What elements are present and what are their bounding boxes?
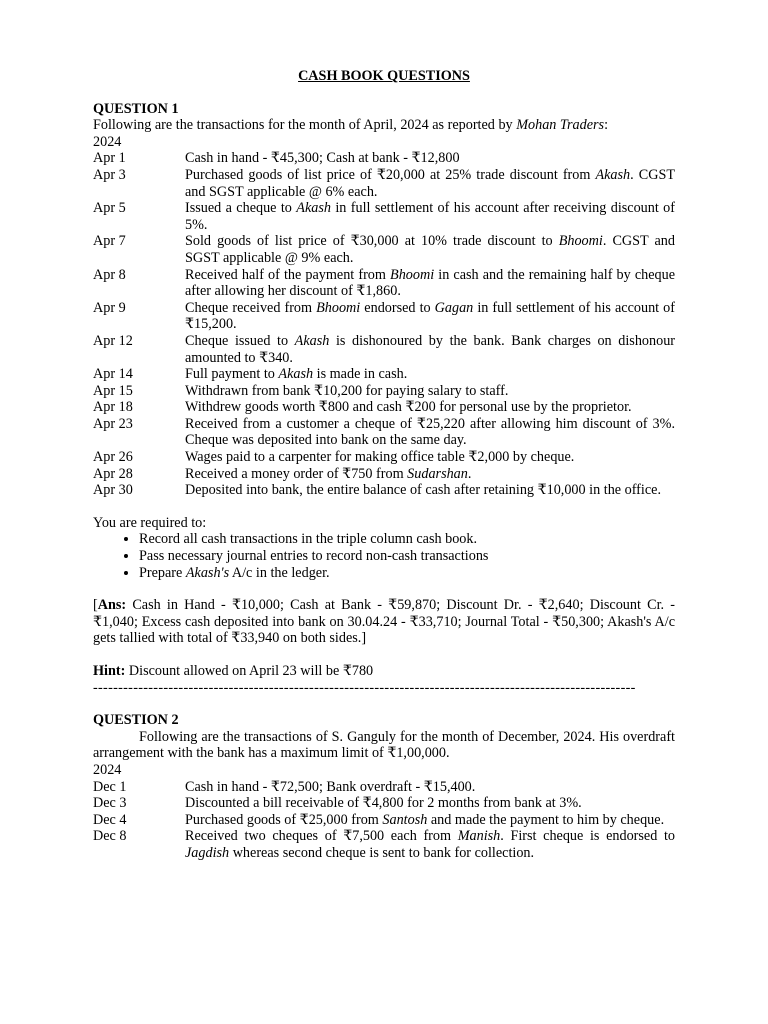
transaction-description: [185, 366, 675, 383]
text-fragment: Purchased goods of list price of ₹20,000 at 25% trade discount from: [185, 166, 596, 183]
transaction-description: [185, 167, 675, 200]
question-1-heading: QUESTION 1: [93, 100, 179, 117]
transaction-row: [93, 150, 675, 167]
hint-block: [93, 663, 675, 680]
transaction-row: [93, 366, 675, 383]
party-name: Gagan: [434, 299, 474, 316]
hint-text: Discount allowed on April 23 will be ₹780: [125, 663, 374, 679]
text-fragment: Discounted a bill receivable of ₹4,800 for 2 months from bank at 3%.: [185, 795, 582, 812]
text-fragment: Sold goods of list price of ₹30,000 at 10% trade discount to: [185, 233, 559, 250]
transaction-row: [93, 449, 675, 466]
transaction-description: [185, 399, 675, 416]
text-fragment: Record all cash transactions in the triple column cash book.: [139, 531, 478, 548]
text-fragment: Withdrew goods worth ₹800 and cash ₹200 for personal use by the proprietor.: [185, 399, 632, 416]
transaction-description: [185, 233, 675, 266]
party-name: Sudarshan: [407, 465, 468, 482]
transaction-date: Apr 28: [93, 465, 133, 482]
transaction-description: [185, 200, 675, 233]
text-fragment: .: [467, 465, 472, 482]
text-fragment: is made in cash.: [313, 366, 408, 383]
transaction-date: Apr 18: [93, 399, 133, 416]
party-name: Bhoomi: [558, 233, 603, 250]
intro-business-name: Mohan Traders: [516, 117, 605, 134]
transaction-date: Dec 8: [93, 828, 127, 845]
text-fragment: Issued a cheque to: [185, 200, 297, 217]
transaction-date: Apr 26: [93, 449, 133, 466]
requirement-item: [139, 548, 675, 565]
party-name: Bhoomi: [390, 266, 435, 283]
text-fragment: Wages paid to a carpenter for making office table ₹2,000 by cheque.: [185, 449, 575, 466]
answer-text: Cash in Hand - ₹10,000; Cash at Bank - ₹59,870; Discount Dr. - ₹2,640; Discount Cr. - ₹1,040; Excess cash deposited into bank on 30.04.24 - ₹33,710; Journal Total - ₹50,300; Akash's A/c gets tallied with total of ₹33,940 on both sides.]: [93, 597, 675, 647]
text-fragment: Cash in hand - ₹45,300; Cash at bank - ₹12,800: [185, 150, 460, 167]
text-fragment: Cheque issued to: [185, 332, 295, 349]
transaction-description: [185, 779, 675, 796]
transaction-date: Apr 23: [93, 415, 133, 432]
transaction-description: [185, 300, 675, 333]
text-fragment: Withdrawn from bank ₹10,200 for paying salary to staff.: [185, 382, 509, 399]
text-fragment: in full settlement of his account after receiving discount of 5%.: [185, 200, 675, 233]
transaction-row: [93, 828, 675, 861]
text-fragment: in full settlement of his account of ₹15,200.: [185, 299, 675, 333]
question-2-transactions: [93, 779, 675, 862]
question-1-intro: [93, 117, 675, 134]
text-fragment: is dishonoured by the bank. Bank charges on dishonour amounted to ₹340.: [185, 332, 676, 366]
text-fragment: whereas second cheque is sent to bank for collection.: [229, 844, 535, 861]
text-fragment: A/c in the ledger.: [229, 564, 330, 581]
party-name: Jagdish: [185, 844, 230, 861]
intro-text-end: :: [604, 117, 609, 134]
transaction-date: Apr 3: [93, 166, 126, 183]
text-fragment: Cash in hand - ₹72,500; Bank overdraft - ₹15,400.: [185, 778, 476, 795]
transaction-date: Apr 14: [93, 366, 133, 383]
transaction-row: [93, 333, 675, 366]
answer-bracket: [: [93, 597, 98, 614]
party-name: Akash: [278, 366, 314, 383]
transaction-row: [93, 482, 675, 499]
requirement-item: [139, 565, 675, 582]
transaction-date: Apr 9: [93, 299, 126, 316]
requirement-item: [139, 531, 675, 548]
text-fragment: Received two cheques of ₹7,500 each from: [185, 828, 458, 845]
transaction-description: [185, 333, 675, 366]
transaction-row: [93, 383, 675, 400]
transaction-date: Apr 15: [93, 382, 133, 399]
transaction-date: Apr 30: [93, 482, 133, 499]
transaction-row: [93, 267, 675, 300]
transaction-row: [93, 300, 675, 333]
transaction-row: [93, 466, 675, 483]
text-fragment: Cheque received from: [185, 299, 317, 316]
transaction-row: [93, 200, 675, 233]
required-label: You are required to:: [93, 514, 207, 531]
text-fragment: Received a money order of ₹750 from: [185, 465, 408, 482]
text-fragment: endorsed to: [360, 299, 435, 316]
text-fragment: . CGST and SGST applicable @ 6% each.: [185, 166, 676, 200]
text-fragment: Deposited into bank, the entire balance of cash after retaining ₹10,000 in the office.: [185, 482, 661, 499]
answer-block: [93, 597, 675, 647]
question-1-transactions: [93, 150, 675, 498]
party-name: Akash: [296, 200, 331, 217]
transaction-row: [93, 233, 675, 266]
question-1-year: 2024: [93, 133, 122, 150]
party-name: Bhoomi: [316, 299, 361, 316]
answer-label: Ans:: [97, 597, 127, 614]
text-fragment: Pass necessary journal entries to record non-cash transactions: [139, 548, 489, 565]
transaction-date: Dec 1: [93, 778, 127, 795]
transaction-description: [185, 466, 675, 483]
transaction-description: [185, 416, 675, 449]
text-fragment: Full payment to: [185, 366, 279, 383]
transaction-row: [93, 779, 675, 796]
transaction-description: [185, 828, 675, 861]
party-name: Akash: [595, 166, 631, 183]
transaction-row: [93, 812, 675, 829]
transaction-row: [93, 416, 675, 449]
transaction-row: [93, 795, 675, 812]
transaction-description: [185, 150, 675, 167]
intro-text: Following are the transactions for the month of April, 2024 as reported by: [93, 117, 517, 134]
section-separator: ------------------------------------------------------------------------------------------------------------: [93, 679, 636, 696]
party-name: Manish: [457, 828, 501, 845]
question-2-intro: Following are the transactions of S. Ganguly for the month of December, 2024. His overdraft arrangement with the bank has a maximum limit of ₹1,00,000.: [93, 728, 675, 762]
question-2-heading: QUESTION 2: [93, 712, 179, 729]
hint-label: Hint:: [93, 663, 126, 679]
transaction-row: [93, 167, 675, 200]
transaction-date: Dec 4: [93, 811, 127, 828]
transaction-date: Apr 5: [93, 200, 126, 217]
transaction-description: [185, 267, 675, 300]
document-title: CASH BOOK QUESTIONS: [298, 68, 470, 84]
transaction-row: [93, 399, 675, 416]
text-fragment: . CGST and SGST applicable @ 9% each.: [185, 233, 675, 266]
text-fragment: Received from a customer a cheque of ₹25,220 after allowing him discount of 3%. Cheque was deposited into bank on the same day.: [185, 415, 675, 449]
transaction-date: Apr 8: [93, 266, 126, 283]
document-page: [93, 68, 675, 862]
transaction-date: Apr 1: [93, 150, 126, 167]
requirements-list: [93, 531, 675, 581]
text-fragment: in cash and the remaining half by cheque after allowing her discount of ₹1,860.: [185, 266, 676, 300]
transaction-description: [185, 383, 675, 400]
party-name: Akash: [294, 332, 330, 349]
text-fragment: and made the payment to him by cheque.: [427, 811, 665, 828]
transaction-date: Apr 12: [93, 332, 133, 349]
text-fragment: . First cheque is endorsed to: [500, 828, 676, 845]
text-fragment: Prepare: [139, 564, 186, 581]
transaction-date: Dec 3: [93, 795, 127, 812]
text-fragment: Purchased goods of ₹25,000 from: [185, 811, 383, 828]
transaction-description: [185, 449, 675, 466]
party-name: Santosh: [382, 811, 428, 828]
transaction-date: Apr 7: [93, 233, 126, 250]
question-2-year: 2024: [93, 761, 122, 778]
transaction-description: [185, 482, 675, 499]
text-fragment: Received half of the payment from: [185, 266, 391, 283]
party-name: Akash's: [185, 564, 230, 581]
transaction-description: [185, 812, 675, 829]
transaction-description: [185, 795, 675, 812]
